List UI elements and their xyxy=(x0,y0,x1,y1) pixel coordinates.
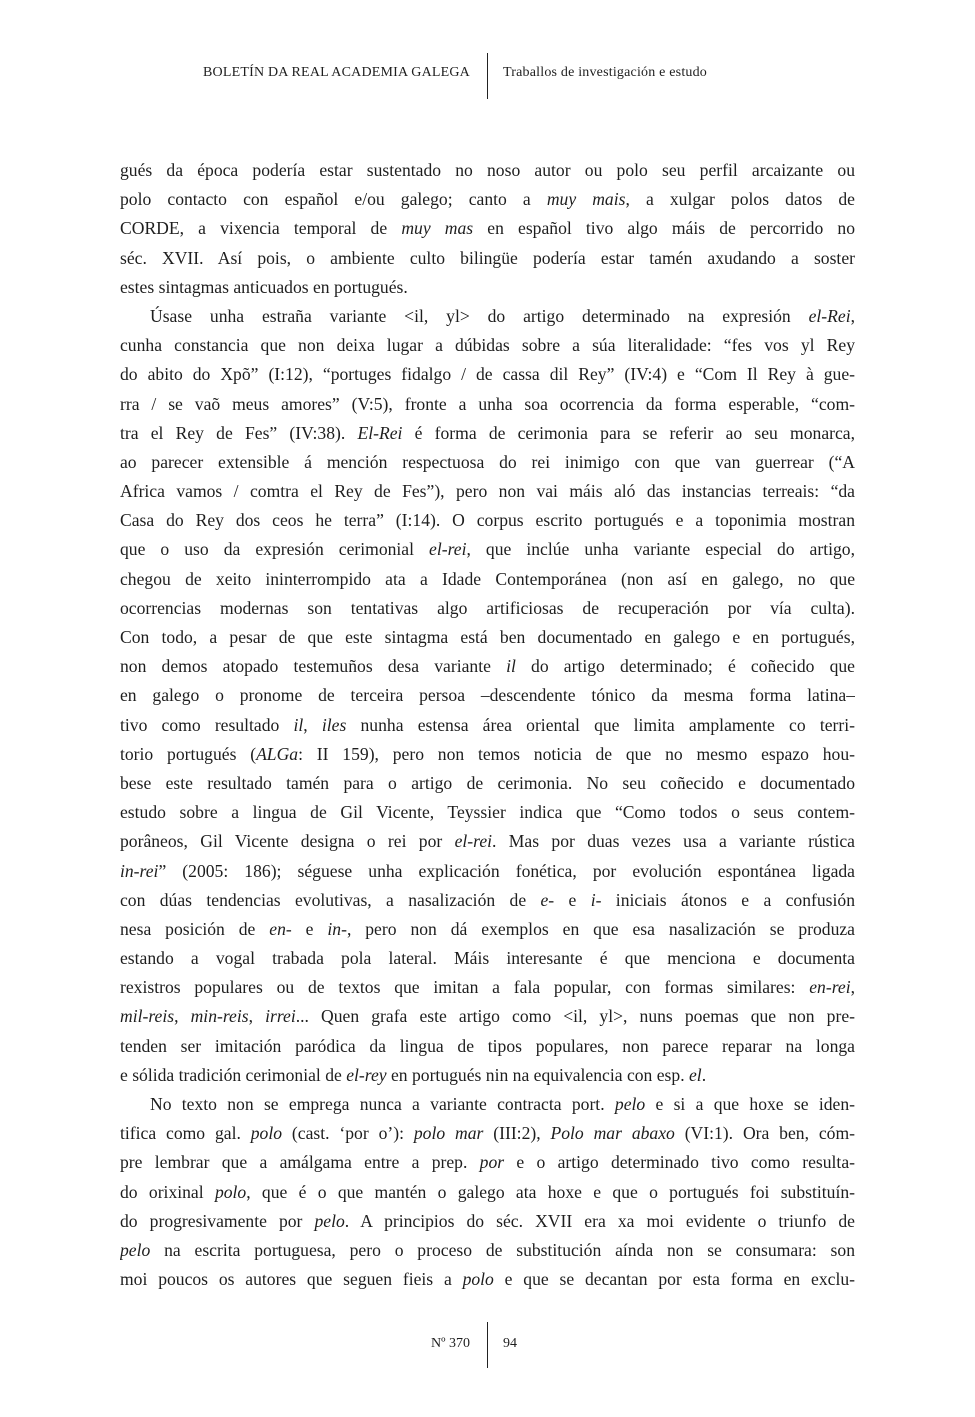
italic-term: el-rey xyxy=(346,1064,387,1085)
text-run: (cast. ‘por o’): xyxy=(282,1123,414,1144)
text-line xyxy=(120,623,855,652)
text-run: estes sintagmas anticuados en portugués. xyxy=(120,276,408,297)
text-line xyxy=(120,1002,855,1031)
text-run: Úsase unha estraña variante <il, yl> do artigo determinado na expresión xyxy=(150,305,809,326)
text-line xyxy=(120,477,855,506)
italic-term: min-reis xyxy=(190,1006,249,1027)
text-line xyxy=(120,944,855,973)
text-line xyxy=(120,448,855,477)
text-run: No texto non se emprega nunca a variante contracta port. xyxy=(150,1094,615,1114)
text-run: séc. XVII. Así pois, o ambiente culto bilingüe podería estar tamén axudando a soster xyxy=(120,247,855,268)
italic-term: el-rei xyxy=(454,831,493,852)
italic-term: El-Rei xyxy=(357,422,403,443)
text-line xyxy=(120,827,855,856)
italic-term: el-rei xyxy=(429,539,467,560)
text-line xyxy=(120,769,855,798)
text-line xyxy=(120,652,855,681)
text-run: en español tivo algo máis de percorrido no xyxy=(473,218,855,239)
footer-issue-number: Nº 370 xyxy=(431,1336,470,1351)
italic-term: polo xyxy=(214,1181,247,1202)
text-run: do progresivamente por xyxy=(120,1210,315,1231)
text-run: ” (2005: 186); séguese unha explicación fonética, por evolución espontánea ligada xyxy=(158,860,855,881)
text-run: ... Quen grafa este artigo como <il, yl>, nuns poemas que non pre- xyxy=(295,1006,855,1027)
text-run: . xyxy=(701,1064,707,1085)
text-run: iniciais átonos e a confusión xyxy=(601,889,855,910)
text-run: , xyxy=(850,305,855,326)
italic-term: iles xyxy=(321,714,347,735)
text-run: e o artigo determinado tivo como resulta- xyxy=(504,1152,855,1173)
text-line xyxy=(120,244,855,273)
text-run: gués da época podería estar sustentado no noso autor ou polo seu perfil arcaizante ou xyxy=(120,160,855,180)
text-run: chegou de xeito ininterrompido ata a Idade Contemporánea (non así en galego, no que xyxy=(120,568,855,589)
text-run: nunha estensa área oriental que limita amplamente co terri- xyxy=(346,714,855,735)
text-run: tivo como resultado xyxy=(120,714,294,735)
text-run: , xyxy=(174,1006,191,1027)
text-run: e que se decantan por esta forma en exclu- xyxy=(493,1269,855,1290)
text-run: , que é o que mantén o galego ata hoxe e que o portugués foi substituín- xyxy=(246,1181,855,1202)
text-line xyxy=(120,273,855,302)
italic-term: i- xyxy=(590,889,602,910)
text-run: rra / se vaõ meus amores” (V:5), fronte a unha soa ocorrencia da forma esperable, “com- xyxy=(120,393,855,414)
text-line xyxy=(120,973,855,1002)
text-run: (VI:1). Ora ben, cóm- xyxy=(674,1123,855,1144)
italic-term: mil-reis xyxy=(120,1006,175,1027)
text-run: cunha constancia que non deixa lugar a dúbidas sobre a súa literalidade: “fes vos yl Rey xyxy=(120,335,855,356)
text-line xyxy=(120,156,855,185)
text-run: , pero non dá exemplos en que esa nasalización se produza xyxy=(346,918,855,939)
italic-term: en- xyxy=(269,918,292,939)
body-text xyxy=(120,156,855,1294)
text-line xyxy=(120,214,855,243)
header-divider xyxy=(487,53,488,99)
text-run: tifica como gal. xyxy=(120,1123,251,1144)
text-run: e si a que hoxe se iden- xyxy=(645,1094,855,1114)
text-line xyxy=(120,506,855,535)
text-run: , a xulgar polos datos de xyxy=(625,189,855,210)
italic-term: muy mas xyxy=(401,218,474,239)
text-run: moi poucos os autores que seguen fieis a xyxy=(120,1269,463,1290)
italic-term: muy mais xyxy=(546,189,626,210)
text-run: polo contacto con español e/ou galego; canto a xyxy=(120,189,547,210)
text-run: torio portugués ( xyxy=(120,743,257,764)
text-line xyxy=(120,886,855,915)
text-run: ocorrencias modernas son tentativas algo artificiosas de recuperación por vía culta). xyxy=(120,597,855,618)
text-line xyxy=(120,390,855,419)
text-run: e xyxy=(554,889,591,910)
italic-term: pelo xyxy=(614,1094,646,1114)
text-line xyxy=(120,1119,855,1148)
text-run: , que inclúe unha variante especial do artigo, xyxy=(466,539,855,560)
text-run: . A principios do séc. XVII era xa moi evidente o triunfo de xyxy=(344,1210,855,1231)
italic-term: pelo xyxy=(314,1210,345,1231)
text-run: , xyxy=(248,1006,266,1027)
text-line xyxy=(120,1265,855,1294)
italic-term: pelo xyxy=(120,1239,151,1260)
text-run: en galego o pronome de terceira persoa –descendente tónico da mesma forma latina– xyxy=(120,685,855,706)
italic-term: Polo mar abaxo xyxy=(550,1123,675,1144)
text-run: do artigo determinado; é coñecido que xyxy=(515,656,855,677)
italic-term: en-rei xyxy=(809,977,851,998)
text-run: porâneos, Gil Vicente designa o rei por xyxy=(120,831,455,852)
text-run: : II 159), pero non temos noticia de que no mesmo espazo hou- xyxy=(298,743,855,764)
italic-term: polo mar xyxy=(413,1123,484,1144)
text-line xyxy=(120,360,855,389)
footer-divider xyxy=(487,1322,488,1368)
text-line xyxy=(120,565,855,594)
text-line xyxy=(120,915,855,944)
text-line xyxy=(120,1090,855,1119)
italic-term: il xyxy=(293,714,304,735)
text-run: . Mas por duas vezes usa a variante rústica xyxy=(492,831,855,852)
text-line xyxy=(120,185,855,214)
text-run: tra el Rey de Fes” (IV:38). xyxy=(120,422,358,443)
italic-term: il xyxy=(506,656,516,677)
text-run: tenden ser imitación paródica da lingua de tipos populares, non parece reparar na longa xyxy=(120,1035,855,1056)
text-run: (III:2), xyxy=(483,1123,551,1144)
italic-term: por xyxy=(479,1152,505,1173)
text-run: non demos atopado testemuños desa variante xyxy=(120,656,507,677)
text-line xyxy=(120,1207,855,1236)
italic-term: el xyxy=(689,1064,702,1085)
text-line xyxy=(120,740,855,769)
text-line xyxy=(120,419,855,448)
text-run: Casa do Rey dos ceos he terra” (I:14). O corpus escrito portugués e a toponimia mostran xyxy=(120,510,855,531)
text-run: Africa vamos / comtra el Rey de Fes”), pero non vai máis aló das instancias terreais: “da xyxy=(120,481,855,502)
text-run: CORDE, a vixencia temporal de xyxy=(120,218,402,239)
page-number: 94 xyxy=(503,1336,517,1351)
italic-term: el-Rei xyxy=(808,305,851,326)
text-run: nesa posición de xyxy=(120,918,270,939)
text-run: e xyxy=(291,918,328,939)
text-run: do abito do Xpõ” (I:12), “portuges fidalgo / de cassa dil Rey” (IV:4) e “Com Il Rey à gue- xyxy=(120,364,855,385)
text-run: é forma de cerimonia para se referir ao seu monarca, xyxy=(402,422,855,443)
text-run: do orixinal xyxy=(120,1181,215,1202)
italic-term: polo xyxy=(250,1123,283,1144)
text-line xyxy=(120,535,855,564)
text-line xyxy=(120,331,855,360)
italic-term: e- xyxy=(540,889,555,910)
text-run: e sólida tradición cerimonial de xyxy=(120,1064,347,1085)
text-run: con dúas tendencias evolutivas, a nasalización de xyxy=(120,889,541,910)
text-run: rexistros populares ou de textos que imitan a fala popular, con formas similares: xyxy=(120,977,810,998)
text-run: que o uso da expresión cerimonial xyxy=(120,539,430,560)
text-run: , xyxy=(850,977,855,998)
text-run: pre lembrar que a amálgama entre a prep. xyxy=(120,1152,480,1173)
text-run: Con todo, a pesar de que este sintagma está ben documentado en galego e en portugués, xyxy=(120,627,855,647)
text-line xyxy=(120,1236,855,1265)
text-run: , xyxy=(303,714,322,735)
text-line xyxy=(120,1061,855,1090)
text-run: na escrita portuguesa, pero o proceso de substitución aínda non se consumara: son xyxy=(150,1239,855,1260)
text-line xyxy=(120,1148,855,1177)
text-line xyxy=(120,798,855,827)
italic-term: ALGa xyxy=(256,743,299,764)
text-run: ao parecer extensible á mención respectuosa do rei inimigo con que van guerrear (“A xyxy=(120,451,855,472)
running-header-section: Traballos de investigación e estudo xyxy=(503,65,708,80)
text-line xyxy=(120,711,855,740)
text-run: en portugués nin na equivalencia con esp. xyxy=(386,1064,689,1085)
text-line xyxy=(120,857,855,886)
text-run: estando a vogal trabada pola lateral. Máis interesante é que menciona e documenta xyxy=(120,948,855,969)
italic-term: polo xyxy=(462,1269,494,1290)
italic-term: irrei xyxy=(265,1006,296,1027)
text-line xyxy=(120,302,855,331)
text-line xyxy=(120,1178,855,1207)
text-line xyxy=(120,681,855,710)
running-header-journal: BOLETÍN DA REAL ACADEMIA GALEGA xyxy=(203,65,470,80)
text-run: estudo sobre a lingua de Gil Vicente, Teyssier indica que “Como todos o seus contem- xyxy=(120,802,855,823)
italic-term: in- xyxy=(327,918,347,939)
text-run: bese este resultado tamén para o artigo de cerimonia. No seu coñecido e documentado xyxy=(120,772,855,793)
text-line xyxy=(120,594,855,623)
text-line xyxy=(120,1032,855,1061)
italic-term: in-rei xyxy=(120,860,159,881)
